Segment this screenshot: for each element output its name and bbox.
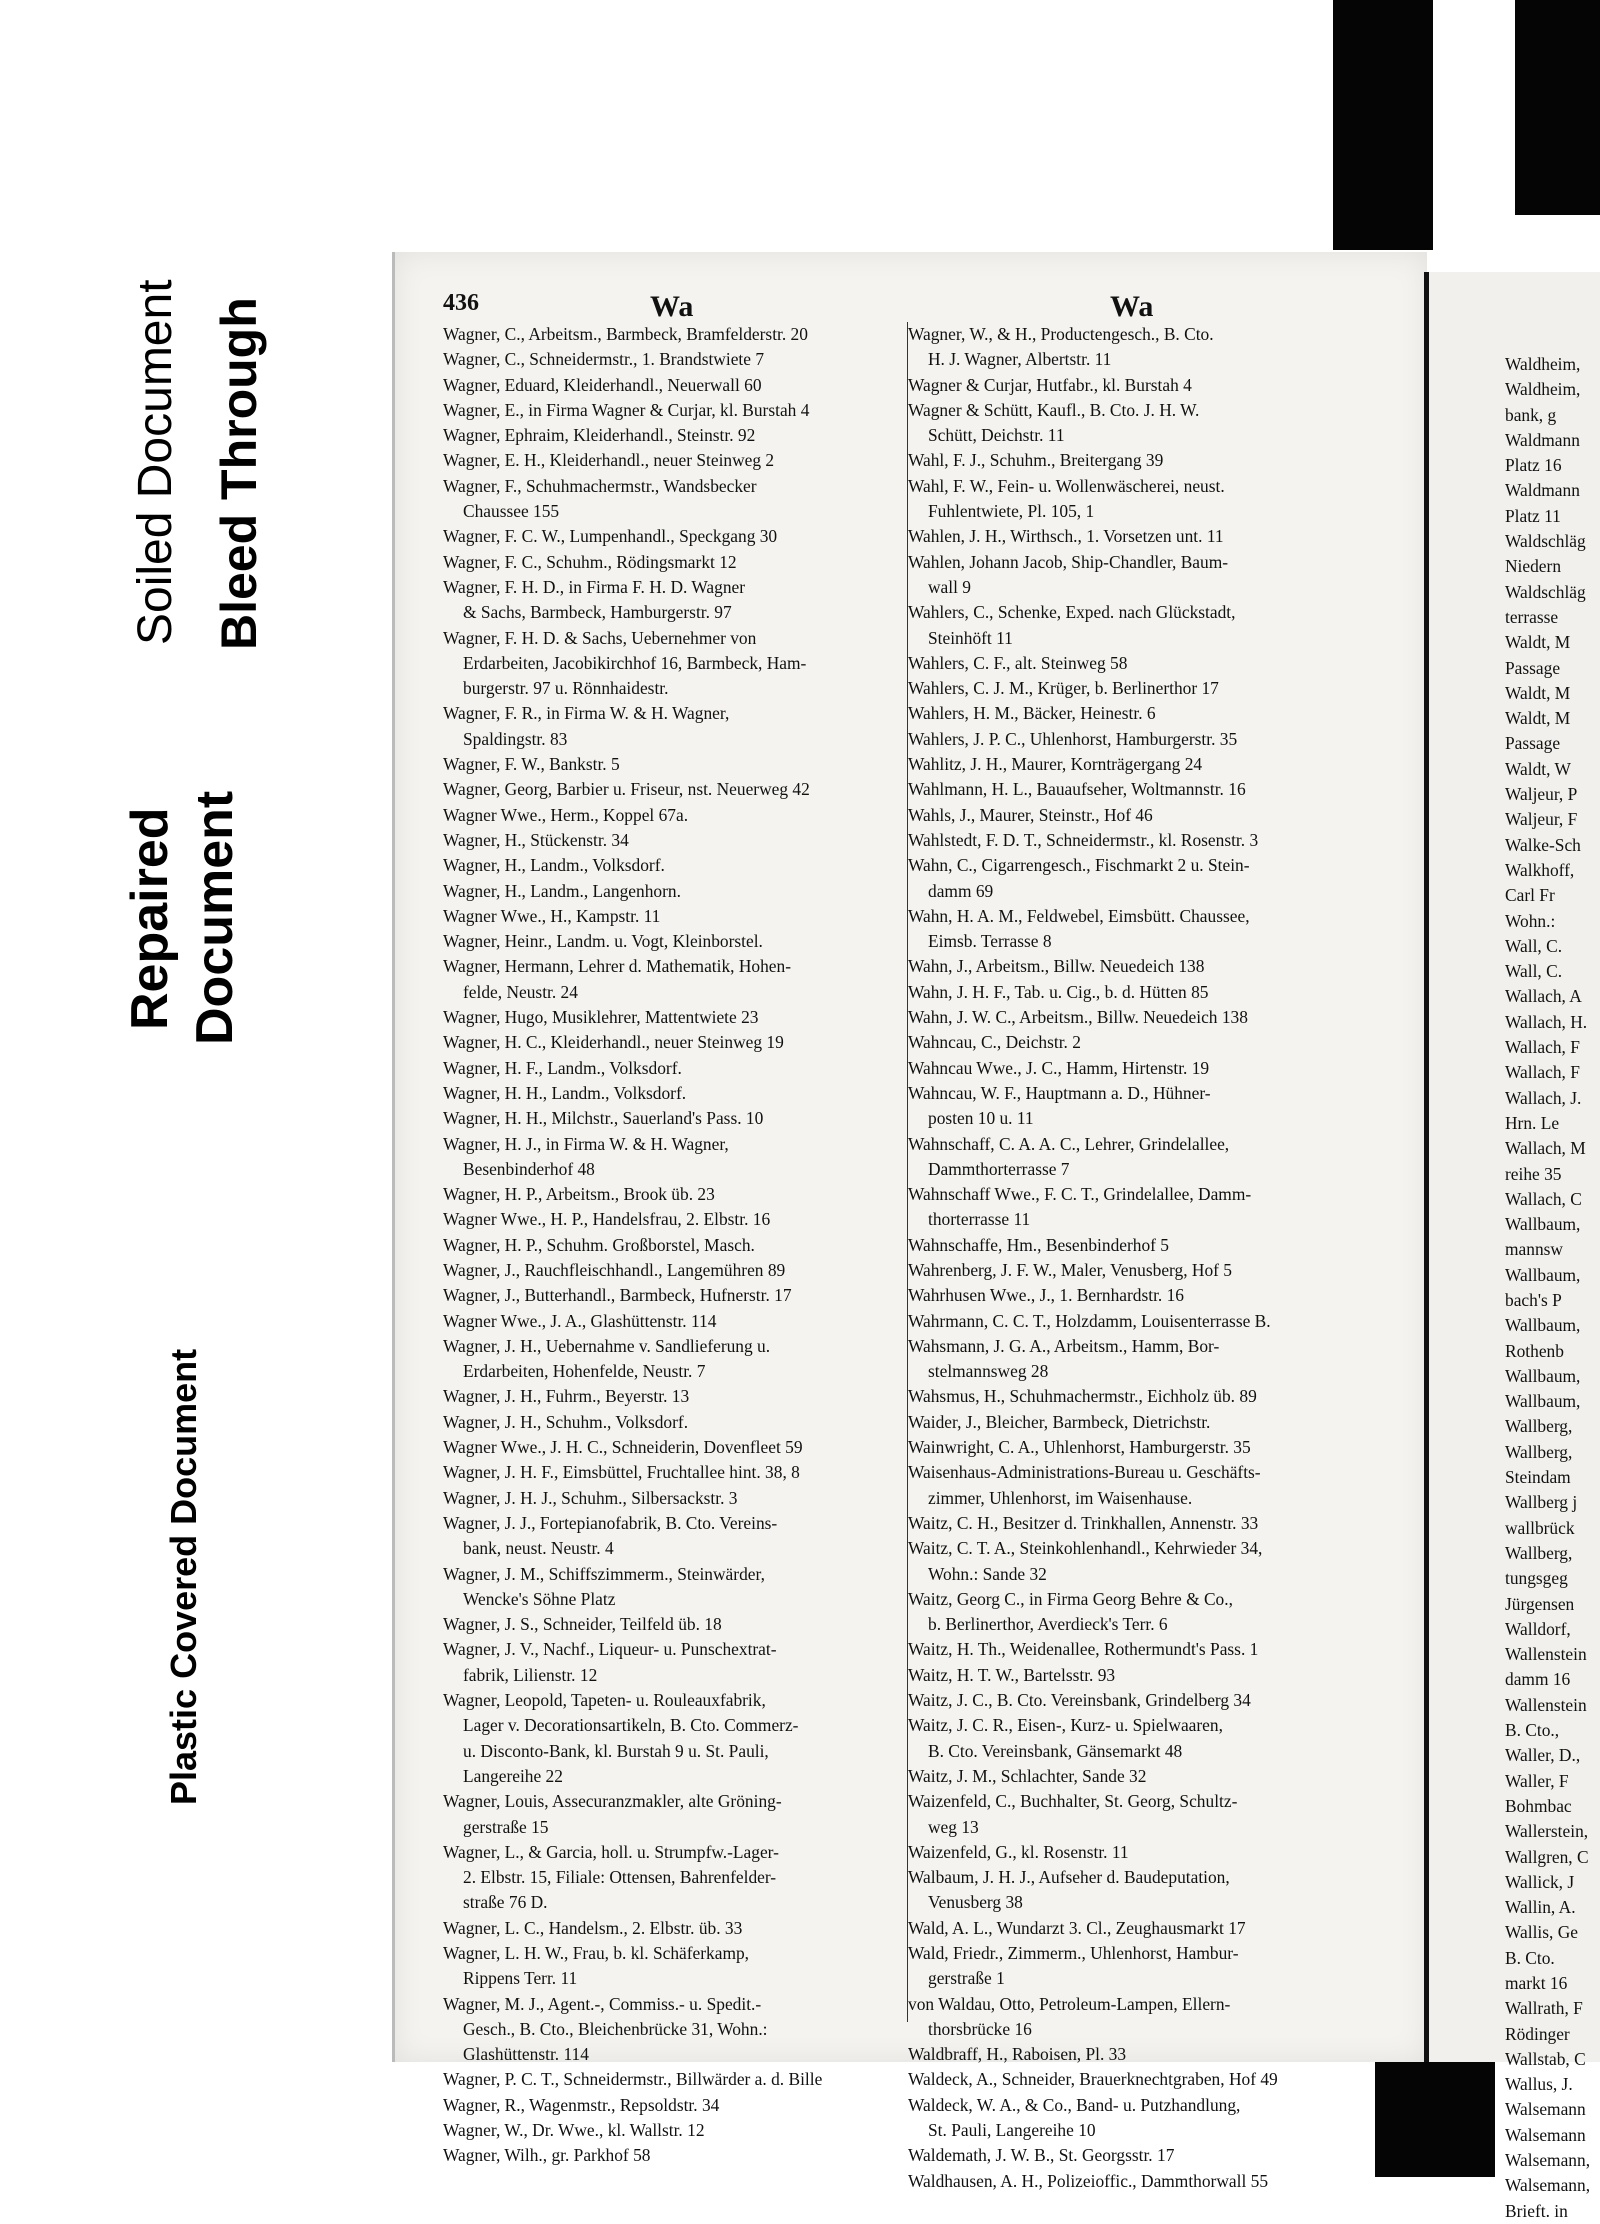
facing-page-entry: B. Cto. (1505, 1947, 1555, 1968)
directory-entry: Wagner, W., Dr. Wwe., kl. Wallstr. 12 (443, 2120, 705, 2141)
facing-page-entry: Waldschläg (1505, 531, 1586, 552)
facing-page-entry: Wall, C. (1505, 935, 1563, 956)
directory-entry: Waitz, C. T. A., Steinkohlenhandl., Kehrwieder 34, (908, 1538, 1263, 1559)
directory-entry: H. J. Wagner, Albertstr. 11 (928, 349, 1112, 370)
directory-entry: Wahls, J., Maurer, Steinstr., Hof 46 (908, 804, 1153, 825)
facing-page-entry: Wallach, C (1505, 1188, 1582, 1209)
directory-entry: Walbaum, J. H. J., Aufseher d. Baudeputation, (908, 1867, 1230, 1888)
directory-entry: Wagner, Georg, Barbier u. Friseur, nst. Neuerweg 42 (443, 779, 810, 800)
directory-entry: Dammthorterrasse 7 (928, 1158, 1070, 1179)
directory-entry: Wagner, Heinr., Landm. u. Vogt, Kleinborstel. (443, 931, 763, 952)
directory-entry: Wagner, F. C. W., Lumpenhandl., Speckgang 30 (443, 526, 778, 547)
directory-entry: thorsbrücke 16 (928, 2018, 1032, 2039)
directory-entry: thorterrasse 11 (928, 1209, 1031, 1230)
directory-entry: Steinhöft 11 (928, 627, 1013, 648)
directory-entry: Wagner, H. J., in Firma W. & H. Wagner, (443, 1133, 729, 1154)
facing-page-entry: Walsemann, (1505, 2150, 1591, 2171)
facing-page-entry: Wallick, J (1505, 1871, 1575, 1892)
facing-page-entry: Waldheim, (1505, 379, 1581, 400)
directory-entry: bank, neust. Neustr. 4 (463, 1538, 614, 1559)
facing-page-entry: markt 16 (1505, 1973, 1568, 1993)
facing-page-entry: Waller, F (1505, 1770, 1569, 1791)
facing-page-entry: Walkhoff, (1505, 859, 1575, 880)
directory-entry: Besenbinderhof 48 (463, 1158, 595, 1179)
directory-entry: Wagner, P. C. T., Schneidermstr., Billwärder a. d. Bille (443, 2069, 823, 2090)
header-right: Wa (1110, 290, 1154, 323)
directory-entry: Wohn.: Sande 32 (928, 1563, 1047, 1584)
directory-entry: Wahrhusen Wwe., J., 1. Bernhardstr. 16 (908, 1285, 1184, 1306)
directory-entry: Erdarbeiten, Hohenfelde, Neustr. 7 (463, 1361, 706, 1382)
directory-entry: Gesch., B. Cto., Bleichenbrücke 31, Wohn.: (463, 2018, 768, 2039)
directory-entry: Waldbraff, H., Raboisen, Pl. 33 (908, 2044, 1127, 2065)
directory-entry: Wahlitz, J. H., Maurer, Kornträgergang 24 (908, 754, 1203, 775)
directory-entry: Eimsb. Terrasse 8 (928, 931, 1052, 952)
directory-entry: Wagner, Leopold, Tapeten- u. Rouleauxfabrik, (443, 1690, 766, 1711)
facing-page-entry: Platz 16 (1505, 455, 1562, 476)
directory-entry: wall 9 (928, 576, 971, 597)
facing-page-entry: Waldmann (1505, 480, 1580, 501)
directory-entry: Waldeck, W. A., & Co., Band- u. Putzhandlung, (908, 2094, 1241, 2115)
directory-entry: Wahlen, J. H., Wirthsch., 1. Vorsetzen unt. 11 (908, 526, 1224, 547)
facing-page-entry: Wallbaum, (1505, 1315, 1581, 1336)
directory-entry: Wahncau, C., Deichstr. 2 (908, 1032, 1081, 1053)
directory-entry: Waitz, J. C., B. Cto. Vereinsbank, Grindelberg 34 (908, 1690, 1251, 1711)
directory-entry: Wagner, E., in Firma Wagner & Curjar, kl. Burstah 4 (443, 399, 810, 420)
facing-page-entry: Walldorf, (1505, 1618, 1571, 1639)
directory-entry: Wagner, J. H. J., Schuhm., Silbersackstr. 3 (443, 1487, 738, 1508)
directory-entry: Wald, Friedr., Zimmerm., Uhlenhorst, Hambur- (908, 1943, 1239, 1963)
facing-page-entry: Wallbaum, (1505, 1214, 1581, 1235)
facing-page-entry: Wallus, J. (1505, 2074, 1573, 2095)
facing-page-entry: Steindam (1505, 1467, 1571, 1488)
facing-page-entry: Waldt, W (1505, 758, 1571, 779)
directory-entry: Waider, J., Bleicher, Barmbeck, Dietrichstr. (908, 1411, 1211, 1432)
directory-entry: 2. Elbstr. 15, Filiale: Ottensen, Bahrenfelder- (463, 1867, 777, 1888)
right-black-strip (1515, 0, 1600, 215)
facing-page-entry: Wallbaum, (1505, 1264, 1581, 1285)
facing-page-entry: Wallberg, (1505, 1542, 1573, 1563)
facing-page-entry: Walsemann (1505, 2099, 1586, 2120)
directory-entry: Wahn, J. H. F., Tab. u. Cig., b. d. Hütten 85 (908, 981, 1209, 1002)
plastic-covered-label: Plastic Covered Document (163, 1348, 204, 1805)
facing-page-entry: Wallberg, (1505, 1416, 1573, 1437)
directory-entry: stelmannsweg 28 (928, 1361, 1049, 1382)
facing-page-entry: Wallach, A (1505, 986, 1582, 1007)
directory-entry: Wagner, H. H., Landm., Volksdorf. (443, 1082, 687, 1103)
left-column (443, 322, 903, 2169)
directory-entry: zimmer, Uhlenhorst, im Waisenhause. (928, 1487, 1193, 1508)
directory-entry: Wagner, M. J., Agent.-, Commiss.- u. Spedit.- (443, 1993, 762, 2014)
directory-entry: Wahsmann, J. G. A., Arbeitsm., Hamm, Bor- (908, 1335, 1220, 1356)
facing-page-entry: Rothenb (1505, 1340, 1564, 1361)
directory-entry: Wagner, W., & H., Productengesch., B. Cto. (908, 324, 1214, 344)
facing-page-entry: Wallach, J. (1505, 1087, 1582, 1108)
facing-page-entry: Brieft. in (1505, 2200, 1568, 2221)
directory-entry: fabrik, Lilienstr. 12 (463, 1664, 598, 1685)
facing-page-entry: Passage (1505, 657, 1561, 678)
directory-entry: Wagner, H. F., Landm., Volksdorf. (443, 1057, 682, 1078)
directory-entry: Schütt, Deichstr. 11 (928, 425, 1065, 446)
directory-entry: Wagner, F. H. D. & Sachs, Uebernehmer von (443, 627, 757, 648)
directory-entry: Wahlers, C. J. M., Krüger, b. Berlinerthor 17 (908, 678, 1219, 699)
facing-page-entry: mannsw (1505, 1239, 1563, 1260)
directory-entry: Wagner, Louis, Assecuranzmakler, alte Gröning- (443, 1791, 782, 1812)
directory-entry: Waizenfeld, C., Buchhalter, St. Georg, Schultz- (908, 1791, 1238, 1812)
directory-entry: Wagner, F. C., Schuhm., Rödingsmarkt 12 (443, 551, 737, 572)
facing-page-entry: Waller, D., (1505, 1745, 1581, 1766)
facing-page-entry: Wallgren, C (1505, 1846, 1589, 1867)
facing-page-entry: Waldheim, (1505, 354, 1581, 374)
directory-entry: Wald, A. L., Wundarzt 3. Cl., Zeughausmarkt 17 (908, 1917, 1246, 1938)
directory-entry: Wagner, L., & Garcia, holl. u. Strumpfw.-Lager- (443, 1841, 779, 1862)
directory-entry: Wagner Wwe., H., Kampstr. 11 (443, 905, 661, 926)
facing-page-entry: Walke-Sch (1505, 834, 1581, 855)
directory-entry: Wahlers, J. P. C., Uhlenhorst, Hamburgerstr. 35 (908, 728, 1238, 749)
directory-entry: Wahnschaff, C. A. A. C., Lehrer, Grindelallee, (908, 1133, 1230, 1154)
facing-page-entry: Bohmbac (1505, 1795, 1572, 1816)
directory-entry: Wagner, H. C., Kleiderhandl., neuer Steinweg 19 (443, 1032, 784, 1053)
facing-page-entry: Wallenstein (1505, 1694, 1587, 1715)
directory-entry: Wagner, Wilh., gr. Parkhof 58 (443, 2145, 651, 2166)
directory-entry: Wagner, J. H., Uebernahme v. Sandlieferung u. (443, 1335, 771, 1356)
document-label: Document (186, 790, 244, 1045)
directory-entry: Wagner, J. V., Nachf., Liqueur- u. Punschextrat- (443, 1639, 777, 1660)
directory-entry: felde, Neustr. 24 (463, 981, 578, 1002)
facing-page-entry: Wallis, Ge (1505, 1922, 1578, 1943)
facing-page-entry: Wallstab, C (1505, 2048, 1586, 2069)
facing-page-entry: Wallberg, (1505, 1441, 1573, 1462)
directory-entry: burgerstr. 97 u. Rönnhaidestr. (463, 678, 669, 699)
directory-entry: Wahsmus, H., Schuhmachermstr., Eichholz üb. 89 (908, 1386, 1257, 1407)
facing-page-entry: tungsgeg (1505, 1568, 1568, 1589)
directory-entry: Wagner, Eduard, Kleiderhandl., Neuerwall 60 (443, 374, 762, 395)
directory-entry: Wahn, C., Cigarrengesch., Fischmarkt 2 u. Stein- (908, 855, 1250, 876)
directory-entry: Wagner, J. H. F., Eimsbüttel, Fruchtallee hint. 38, 8 (443, 1462, 800, 1483)
directory-entry: Wagner Wwe., Herm., Koppel 67a. (443, 804, 689, 825)
directory-entry: Wagner & Curjar, Hutfabr., kl. Burstah 4 (908, 374, 1192, 395)
facing-page-entry: Wallenstein (1505, 1644, 1587, 1665)
facing-page-entry: Passage (1505, 733, 1561, 754)
facing-page-entry: Waldt, M (1505, 682, 1571, 703)
directory-entry: gerstraße 1 (928, 1968, 1005, 1989)
directory-entry: Wahrenberg, J. F. W., Maler, Venusberg, Hof 5 (908, 1259, 1232, 1280)
directory-entry: Waldemath, J. W. B., St. Georgsstr. 17 (908, 2145, 1175, 2166)
directory-entry: Glashüttenstr. 114 (463, 2044, 589, 2065)
directory-entry: Rippens Terr. 11 (463, 1968, 578, 1989)
directory-entry: Wagner, F. W., Bankstr. 5 (443, 754, 620, 775)
directory-entry: Waitz, J. M., Schlachter, Sande 32 (908, 1765, 1147, 1786)
facing-page-entry: terrasse (1505, 606, 1559, 627)
directory-entry: Wahnschaffe, Hm., Besenbinderhof 5 (908, 1234, 1169, 1255)
facing-page-entry: Wallach, H. (1505, 1011, 1588, 1032)
directory-entry: Wagner Wwe., J. H. C., Schneiderin, Dovenfleet 59 (443, 1437, 803, 1458)
facing-page-entry: Wallach, M (1505, 1138, 1586, 1159)
directory-entry: Waldhausen, A. H., Polizeioffic., Dammthorwall 55 (908, 2170, 1269, 2191)
facing-page-entry: Waldmann (1505, 429, 1580, 450)
directory-entry: Wagner, J. S., Schneider, Teilfeld üb. 18 (443, 1614, 722, 1635)
facing-page-entry: B. Cto., (1505, 1720, 1560, 1741)
directory-entry: weg 13 (928, 1816, 979, 1837)
directory-entry: Wagner, H., Landm., Langenhorn. (443, 880, 681, 901)
facing-page-entry: Waldt, M (1505, 708, 1571, 729)
directory-entry: Wagner, J. M., Schiffszimmerm., Steinwärder, (443, 1563, 765, 1584)
directory-entry: Wagner & Schütt, Kaufl., B. Cto. J. H. W. (908, 399, 1200, 420)
directory-entry: Wahncau, W. F., Hauptmann a. D., Hühner- (908, 1082, 1211, 1103)
directory-entry: Wahl, F. W., Fein- u. Wollenwäscherei, neust. (908, 475, 1225, 496)
top-black-strip (1333, 0, 1433, 250)
directory-entry: Wahn, J., Arbeitsm., Billw. Neuedeich 138 (908, 956, 1205, 977)
directory-entry: Wahlers, C. F., alt. Steinweg 58 (908, 652, 1128, 673)
directory-entry: Wagner, R., Wagenmstr., Repsoldstr. 34 (443, 2094, 720, 2115)
facing-page-entry: Hrn. Le (1505, 1112, 1560, 1133)
directory-entry: b. Berlinerthor, Averdieck's Terr. 6 (928, 1614, 1168, 1635)
directory-entry: straße 76 D. (463, 1892, 548, 1913)
directory-entry: Fuhlentwiete, Pl. 105, 1 (928, 501, 1095, 522)
facing-page-entry: Carl Fr (1505, 885, 1555, 906)
directory-entry: Wagner, F. R., in Firma W. & H. Wagner, (443, 703, 730, 724)
directory-entry: Wagner, F. H. D., in Firma F. H. D. Wagner (443, 576, 746, 597)
directory-entry: Waitz, C. H., Besitzer d. Trinkhallen, Annenstr. 33 (908, 1512, 1259, 1533)
directory-entry: Erdarbeiten, Jacobikirchhof 16, Barmbeck, Ham- (463, 652, 807, 673)
directory-entry: Wagner, Hugo, Musiklehrer, Mattentwiete 23 (443, 1007, 759, 1028)
directory-entry: Waitz, J. C. R., Eisen-, Kurz- u. Spielwaaren, (908, 1715, 1223, 1736)
directory-entry: Wahlen, Johann Jacob, Ship-Chandler, Baum- (908, 551, 1229, 572)
facing-page-entry: Wallbaum, (1505, 1391, 1581, 1412)
directory-entry: Waitz, H. Th., Weidenallee, Rothermundt's Pass. 1 (908, 1639, 1259, 1660)
directory-entry: Waitz, H. T. W., Bartelsstr. 93 (908, 1664, 1116, 1685)
directory-entry: Wahlmann, H. L., Bauaufseher, Woltmannstr. 16 (908, 779, 1246, 800)
repaired-label: Repaired (121, 807, 179, 1030)
directory-entry: Wahlstedt, F. D. T., Schneidermstr., kl. Rosenstr. 3 (908, 829, 1259, 850)
facing-page-entry: wallbrück (1505, 1517, 1575, 1538)
directory-entry: posten 10 u. 11 (928, 1108, 1034, 1129)
directory-entry: Wahlers, C., Schenke, Exped. nach Glückstadt, (908, 602, 1236, 623)
directory-entry: Wahl, F. J., Schuhm., Breitergang 39 (908, 450, 1164, 471)
directory-entry: Wahncau Wwe., J. C., Hamm, Hirtenstr. 19 (908, 1057, 1210, 1078)
directory-entry: von Waldau, Otto, Petroleum-Lampen, Ellern- (908, 1993, 1231, 2014)
facing-page-entry: Wallach, F (1505, 1062, 1580, 1083)
directory-entry: Wagner, H. P., Arbeitsm., Brook üb. 23 (443, 1184, 715, 1205)
directory-entry: u. Disconto-Bank, kl. Burstah 9 u. St. Pauli, (463, 1740, 769, 1761)
directory-entry: Waisenhaus-Administrations-Bureau u. Geschäfts- (908, 1462, 1261, 1483)
directory-entry: Wagner, Hermann, Lehrer d. Mathematik, Hohen- (443, 956, 791, 977)
directory-entry: Langereihe 22 (463, 1765, 563, 1786)
directory-entry: Wagner, H., Stückenstr. 34 (443, 829, 629, 850)
directory-entry: Wagner, F., Schuhmachermstr., Wandsbecker (443, 475, 757, 496)
directory-entry: gerstraße 15 (463, 1816, 549, 1837)
directory-entry: Wagner, E. H., Kleiderhandl., neuer Steinweg 2 (443, 450, 775, 471)
directory-entry: Waizenfeld, G., kl. Rosenstr. 11 (908, 1841, 1129, 1862)
directory-entry: St. Pauli, Langereihe 10 (928, 2120, 1096, 2141)
directory-entry: Wagner Wwe., J. A., Glashüttenstr. 114 (443, 1310, 717, 1331)
directory-entry: damm 69 (928, 880, 994, 901)
facing-page-entry: Waljeur, F (1505, 809, 1578, 830)
directory-entry: Wagner, H. H., Milchstr., Sauerland's Pass. 10 (443, 1108, 764, 1129)
directory-entry: Chaussee 155 (463, 501, 560, 522)
directory-entry: Lager v. Decorationsartikeln, B. Cto. Commerz- (463, 1715, 799, 1736)
facing-page-entry: Platz 11 (1505, 505, 1561, 526)
facing-page-entry: Wohn.: (1505, 910, 1556, 931)
facing-page-entry: Wallberg j (1505, 1492, 1578, 1513)
facing-page-column (1505, 352, 1600, 2224)
directory-entry: Wagner, H. P., Schuhm. Großborstel, Masch. (443, 1234, 755, 1255)
facing-page-entry: Waldschläg (1505, 581, 1586, 602)
directory-entry: Venusberg 38 (928, 1892, 1023, 1913)
facing-page-entry: Wallerstein, (1505, 1821, 1589, 1842)
page-number: 436 (443, 290, 479, 316)
facing-page-entry: damm 16 (1505, 1669, 1571, 1690)
facing-page-entry: Walsemann (1505, 2124, 1586, 2145)
right-column (908, 322, 1373, 2194)
directory-entry: Wahlers, H. M., Bäcker, Heinestr. 6 (908, 703, 1156, 724)
directory-entry: Wagner, Ephraim, Kleiderhandl., Steinstr. 92 (443, 425, 756, 446)
directory-entry: Wagner, H., Landm., Volksdorf. (443, 855, 665, 876)
directory-entry: Waldeck, A., Schneider, Brauerknechtgraben, Hof 49 (908, 2069, 1278, 2090)
directory-entry: Wagner, J. J., Fortepianofabrik, B. Cto. Vereins- (443, 1512, 778, 1533)
directory-entry: Wagner, C., Schneidermstr., 1. Brandstwiete 7 (443, 349, 765, 370)
directory-entry: Wagner, C., Arbeitsm., Barmbeck, Bramfelderstr. 20 (443, 324, 808, 344)
facing-page-entry: bach's P (1505, 1289, 1562, 1310)
facing-page-entry: Waldt, M (1505, 632, 1571, 653)
facing-page-entry: Jürgensen (1505, 1593, 1575, 1614)
header-left: Wa (650, 290, 694, 323)
facing-page-entry: Niedern (1505, 556, 1562, 577)
facing-page-entry: reihe 35 (1505, 1163, 1562, 1184)
directory-entry: & Sachs, Barmbeck, Hamburgerstr. 97 (463, 602, 732, 623)
directory-entry: Wagner Wwe., H. P., Handelsfrau, 2. Elbstr. 16 (443, 1209, 771, 1230)
directory-entry: Wagner, J., Rauchfleischhandl., Langemühren 89 (443, 1259, 786, 1280)
facing-page-entry: Walsemann, (1505, 2175, 1591, 2196)
directory-entry: Wagner, J. H., Schuhm., Volksdorf. (443, 1411, 689, 1432)
directory-entry: Wagner, J. H., Fuhrm., Beyerstr. 13 (443, 1386, 690, 1407)
facing-page-entry: Wallach, F (1505, 1037, 1580, 1058)
directory-entry: Wahrmann, C. C. T., Holzdamm, Louisenterrasse B. (908, 1310, 1271, 1331)
facing-page-entry: Wallin, A. (1505, 1897, 1576, 1918)
facing-page-entry: Wallrath, F (1505, 1998, 1583, 2019)
directory-entry: Waitz, Georg C., in Firma Georg Behre & Co., (908, 1588, 1233, 1609)
facing-page-entry: Rödinger (1505, 2023, 1570, 2044)
facing-page-entry: Wallbaum, (1505, 1365, 1581, 1386)
directory-entry: Wagner, J., Butterhandl., Barmbeck, Hufnerstr. 17 (443, 1285, 792, 1306)
bleed-through-label: Bleed Through (211, 297, 267, 650)
directory-entry: Wainwright, C. A., Uhlenhorst, Hamburgerstr. 35 (908, 1437, 1251, 1458)
directory-entry: Wahn, H. A. M., Feldwebel, Eimsbütt. Chaussee, (908, 905, 1250, 926)
facing-page-entry: Wall, C. (1505, 961, 1563, 982)
directory-entry: B. Cto. Vereinsbank, Gänsemarkt 48 (928, 1740, 1183, 1761)
facing-page-entry: Waljeur, P (1505, 784, 1578, 805)
directory-entry: Wencke's Söhne Platz (463, 1588, 616, 1609)
soiled-document-label: Soiled Document (129, 279, 182, 645)
facing-page-entry: bank, g (1505, 404, 1557, 425)
directory-entry: Spaldingstr. 83 (463, 728, 568, 749)
directory-entry: Wahnschaff Wwe., F. C. T., Grindelallee, Damm- (908, 1184, 1252, 1205)
directory-entry: Wagner, L. C., Handelsm., 2. Elbstr. üb. 33 (443, 1917, 743, 1938)
directory-entry: Wahn, J. W. C., Arbeitsm., Billw. Neuedeich 138 (908, 1007, 1248, 1028)
directory-entry: Wagner, L. H. W., Frau, b. kl. Schäferkamp, (443, 1943, 750, 1963)
